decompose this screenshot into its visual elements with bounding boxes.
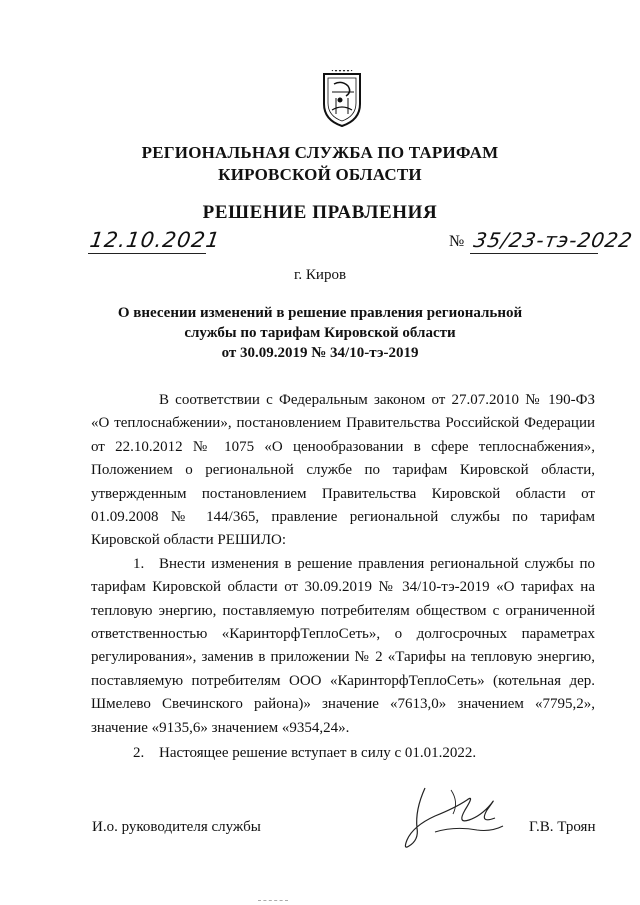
date-underline	[88, 253, 206, 254]
organization-name-line2: КИРОВСКОЙ ОБЛАСТИ	[218, 165, 422, 184]
decision-body	[91, 389, 595, 766]
list-item	[91, 742, 595, 765]
document-type-heading: РЕШЕНИЕ ПРАВЛЕНИЯ	[202, 202, 438, 223]
signatory-title: И.о. руководителя службы	[92, 819, 261, 835]
number-underline	[470, 253, 598, 254]
kirov-coat-of-arms-icon	[318, 70, 366, 128]
decision-date: 12.10.2021	[88, 228, 222, 252]
number-sign: №	[449, 233, 465, 250]
signatory-name: Г.В. Троян	[529, 819, 596, 835]
item-number: 1.	[133, 555, 145, 572]
footer-divider	[258, 900, 288, 901]
item-number: 2.	[133, 745, 145, 762]
list-item	[91, 553, 595, 740]
handwritten-signature-icon	[395, 780, 510, 855]
preamble-paragraph: В соответствии с Федеральным законом от 27.07.2010 № 190-ФЗ «О теплоснабжении», постановлением Правительства Российской Федерации от 22.10.2012 № 1075 «О ценообразовании в сфере теплоснабжения», Положением о региональной службе по тарифам Кировской области, утвержденным постановлением Правительства Кировской области от 01.09.2008 № 144/365, правление региональной службы по тарифам Кировской области РЕШИЛО:	[91, 392, 595, 549]
subject-line3: от 30.09.2019 № 34/10-тэ-2019	[221, 345, 419, 361]
subject-line2: службы по тарифам Кировской области	[184, 325, 456, 341]
item-text: Настоящее решение вступает в силу с 01.01.2022.	[159, 745, 477, 762]
item-text: Внести изменения в решение правления региональной службы по тарифам Кировской области от 30.09.2019 № 34/10-тэ-2019 «О тарифах на тепловую энергию, поставляемую потребителям обществом с ограниченной ответственностью «КаринторфТеплоСеть», о долгосрочных параметрах регулирования», заменив в приложении № 2 «Тарифы на тепловую энергию, поставляемую потребителям ООО «КаринторфТеплоСеть» (котельная дер. Шмелево Свечинского района)» значение «7613,0» значением «7795,2», значение «9135,6» значением «9354,24».	[91, 555, 595, 736]
subject-line1: О внесении изменений в решение правления региональной	[117, 305, 523, 321]
city-name: г. Киров	[293, 267, 347, 283]
decision-number: 35/23-тэ-2022	[471, 228, 635, 252]
organization-name-line1: РЕГИОНАЛЬНАЯ СЛУЖБА ПО ТАРИФАМ	[141, 143, 499, 162]
